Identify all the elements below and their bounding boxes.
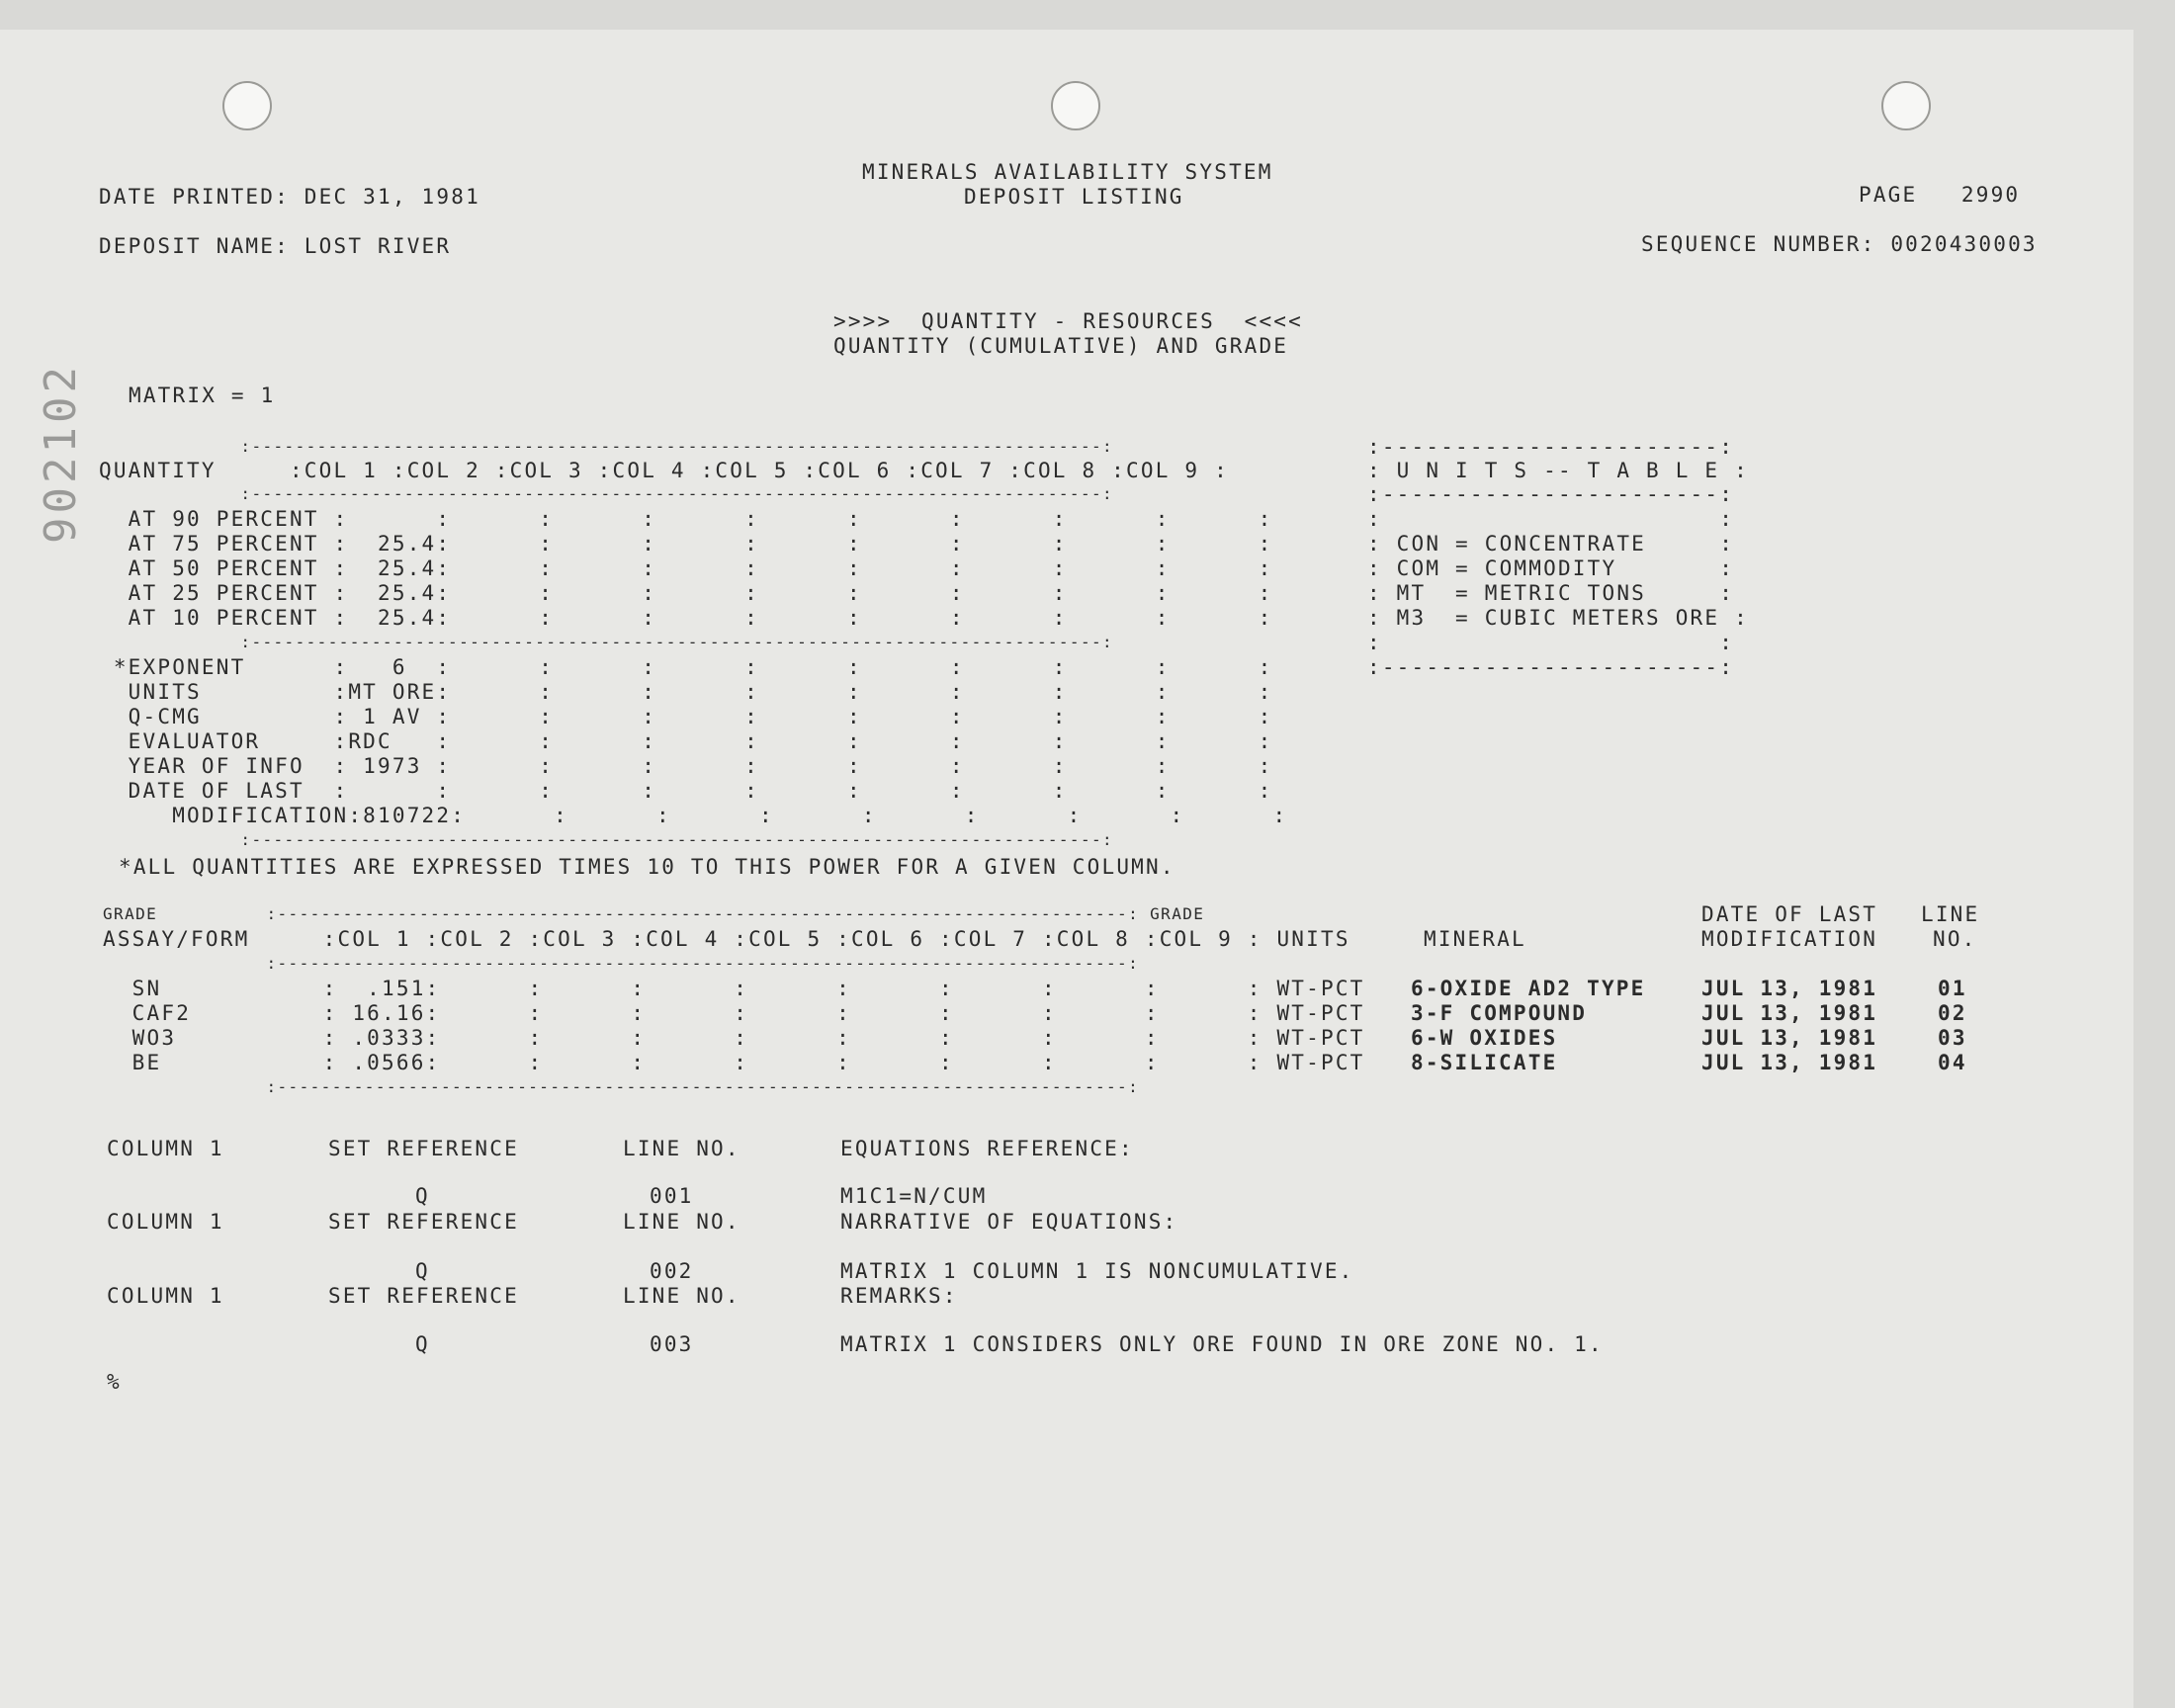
table-line: AT 50 PERCENT : 25.4: : : : : : : : : bbox=[99, 556, 1273, 580]
ref-q: Q bbox=[415, 1259, 430, 1283]
table-line: DATE OF LAST : : : : : : : : : : bbox=[99, 779, 1273, 803]
line-no-cell: 03 bbox=[1938, 1026, 1967, 1050]
line-no-cell: 01 bbox=[1938, 977, 1967, 1000]
units-line: :-----------------------: bbox=[1367, 655, 1735, 679]
deposit-name: DEPOSIT NAME: LOST RIVER bbox=[99, 234, 452, 258]
units-line: :-----------------------: bbox=[1367, 435, 1735, 459]
mineral-cell: 8-SILICATE bbox=[1411, 1051, 1558, 1074]
ref-label: REMARKS: bbox=[840, 1284, 958, 1308]
table-line: YEAR OF INFO : 1973 : : : : : : : : : bbox=[99, 754, 1273, 778]
line-no-cell: 04 bbox=[1938, 1051, 1967, 1074]
listing-title: DEPOSIT LISTING bbox=[964, 185, 1184, 209]
mineral-cell: 6-W OXIDES bbox=[1411, 1026, 1558, 1050]
units-line: : M3 = CUBIC METERS ORE : bbox=[1367, 606, 1749, 630]
date-header-2: MODIFICATION bbox=[1701, 927, 1878, 951]
table-line: AT 90 PERCENT : : : : : : : : : : bbox=[99, 507, 1273, 531]
ref-lineno: LINE NO. bbox=[623, 1137, 740, 1160]
mineral-header: MINERAL bbox=[1424, 927, 1526, 951]
line-no-cell: 02 bbox=[1938, 1001, 1967, 1025]
margin-stamp: 902102 bbox=[36, 363, 86, 544]
section-title: >>>> QUANTITY - RESOURCES <<<< bbox=[833, 309, 1303, 333]
units-line: : MT = METRIC TONS : bbox=[1367, 581, 1735, 605]
exponent-footnote: *ALL QUANTITIES ARE EXPRESSED TIMES 10 TO THIS POWER FOR A GIVEN COLUMN. bbox=[119, 855, 1175, 879]
ref-num: 003 bbox=[650, 1332, 694, 1356]
date-cell: JUL 13, 1981 bbox=[1701, 1026, 1878, 1050]
mineral-cell: 6-OXIDE AD2 TYPE bbox=[1411, 977, 1646, 1000]
ref-q: Q bbox=[415, 1332, 430, 1356]
grade-line: :------------------------------------------------------------------------------: bbox=[103, 1077, 1140, 1096]
ref-column: COLUMN 1 bbox=[107, 1210, 224, 1234]
units-line: : CON = CONCENTRATE : bbox=[1367, 532, 1735, 555]
grade-line: ASSAY/FORM :COL 1 :COL 2 :COL 3 :COL 4 :COL 5 :COL 6 :COL 7 :COL 8 :COL 9 : UNITS bbox=[103, 927, 1350, 951]
table-line: *EXPONENT : 6 : : : : : : : : : bbox=[99, 655, 1273, 679]
table-line: QUANTITY :COL 1 :COL 2 :COL 3 :COL 4 :COL 5 :COL 6 :COL 7 :COL 8 :COL 9 : bbox=[99, 459, 1229, 482]
punch-hole-right bbox=[1881, 81, 1931, 130]
ref-set: SET REFERENCE bbox=[328, 1137, 519, 1160]
line-header-1: LINE bbox=[1921, 902, 1980, 926]
ref-num: 001 bbox=[650, 1184, 694, 1208]
table-line: Q-CMG : 1 AV : : : : : : : : : bbox=[99, 705, 1273, 728]
mineral-cell: 3-F COMPOUND bbox=[1411, 1001, 1588, 1025]
ref-lineno: LINE NO. bbox=[623, 1284, 740, 1308]
date-cell: JUL 13, 1981 bbox=[1701, 977, 1878, 1000]
table-line: AT 25 PERCENT : 25.4: : : : : : : : : bbox=[99, 581, 1273, 605]
ref-text: MATRIX 1 CONSIDERS ONLY ORE FOUND IN ORE ZONE NO. 1. bbox=[840, 1332, 1604, 1356]
ref-text: MATRIX 1 COLUMN 1 IS NONCUMULATIVE. bbox=[840, 1259, 1354, 1283]
sequence-number: SEQUENCE NUMBER: 0020430003 bbox=[1641, 232, 2038, 256]
units-line: : : bbox=[1367, 631, 1735, 654]
table-line: AT 10 PERCENT : 25.4: : : : : : : : : bbox=[99, 606, 1273, 630]
table-line: MODIFICATION:810722: : : : : : : : : bbox=[99, 804, 1288, 827]
ref-num: 002 bbox=[650, 1259, 694, 1283]
punch-hole-center bbox=[1051, 81, 1100, 130]
grade-line: BE : .0566: : : : : : : : : WT-PCT bbox=[103, 1051, 1365, 1074]
grade-line: GRADE :------------------------------------------------------------------------------: GRADE bbox=[103, 904, 1205, 923]
printout-sheet bbox=[0, 30, 2133, 1708]
matrix-label: MATRIX = 1 bbox=[129, 384, 276, 407]
units-line: : COM = COMMODITY : bbox=[1367, 556, 1735, 580]
ref-set: SET REFERENCE bbox=[328, 1210, 519, 1234]
table-line: EVALUATOR :RDC : : : : : : : : : bbox=[99, 729, 1273, 753]
ref-text: M1C1=N/CUM bbox=[840, 1184, 988, 1208]
units-line: : : bbox=[1367, 507, 1735, 531]
grade-line: WO3 : .0333: : : : : : : : : WT-PCT bbox=[103, 1026, 1365, 1050]
system-title: MINERALS AVAILABILITY SYSTEM bbox=[862, 160, 1273, 184]
section-subtitle: QUANTITY (CUMULATIVE) AND GRADE bbox=[833, 334, 1289, 358]
ref-column: COLUMN 1 bbox=[107, 1137, 224, 1160]
date-printed: DATE PRINTED: DEC 31, 1981 bbox=[99, 185, 480, 209]
table-line: AT 75 PERCENT : 25.4: : : : : : : : : bbox=[99, 532, 1273, 555]
ref-lineno: LINE NO. bbox=[623, 1210, 740, 1234]
units-line: : U N I T S -- T A B L E : bbox=[1367, 459, 1749, 482]
page-number: PAGE 2990 bbox=[1859, 183, 2021, 207]
line-header-2: NO. bbox=[1933, 927, 1977, 951]
grade-line: :------------------------------------------------------------------------------: bbox=[103, 954, 1140, 973]
date-header-1: DATE OF LAST bbox=[1701, 902, 1878, 926]
grade-line: CAF2 : 16.16: : : : : : : : : WT-PCT bbox=[103, 1001, 1365, 1025]
date-cell: JUL 13, 1981 bbox=[1701, 1051, 1878, 1074]
date-cell: JUL 13, 1981 bbox=[1701, 1001, 1878, 1025]
ref-label: EQUATIONS REFERENCE: bbox=[840, 1137, 1134, 1160]
ref-column: COLUMN 1 bbox=[107, 1284, 224, 1308]
end-mark: % bbox=[107, 1370, 122, 1394]
table-line: :------------------------------------------------------------------------------: bbox=[99, 633, 1114, 651]
table-line: :------------------------------------------------------------------------------: bbox=[99, 830, 1114, 849]
table-line: UNITS :MT ORE: : : : : : : : : bbox=[99, 680, 1273, 704]
ref-set: SET REFERENCE bbox=[328, 1284, 519, 1308]
grade-line: SN : .151: : : : : : : : : WT-PCT bbox=[103, 977, 1365, 1000]
punch-hole-left bbox=[222, 81, 272, 130]
table-line: :------------------------------------------------------------------------------: bbox=[99, 484, 1114, 503]
units-line: :-----------------------: bbox=[1367, 482, 1735, 506]
ref-q: Q bbox=[415, 1184, 430, 1208]
table-line: :------------------------------------------------------------------------------: bbox=[99, 437, 1114, 456]
ref-label: NARRATIVE OF EQUATIONS: bbox=[840, 1210, 1178, 1234]
